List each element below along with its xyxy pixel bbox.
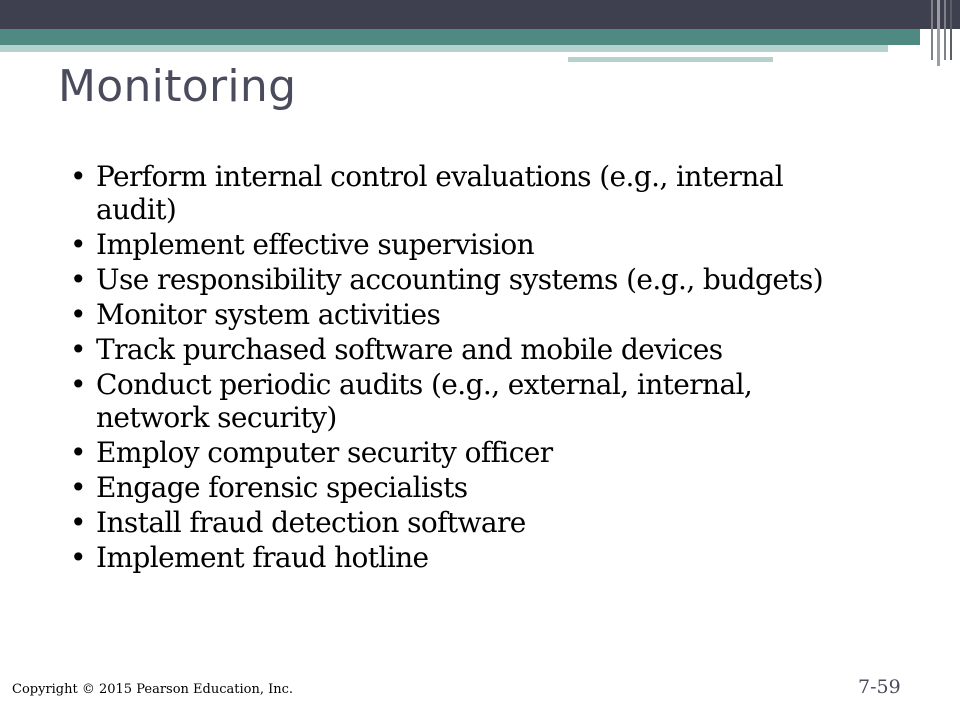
bullet-icon: •: [70, 333, 86, 366]
bullet-text: Track purchased software and mobile devices: [96, 333, 723, 366]
bullet-item: [70, 506, 870, 539]
bullet-item: [70, 541, 870, 574]
bullet-text: Engage forensic specialists: [96, 471, 468, 504]
bullet-text: Implement effective supervision: [96, 228, 535, 261]
bullet-item: [70, 436, 870, 469]
bullet-item: [70, 368, 870, 434]
bullet-item: [70, 160, 870, 226]
bullet-text: Employ computer security officer: [96, 436, 553, 469]
bullet-icon: •: [70, 471, 86, 504]
header-vertical-line: [944, 0, 946, 60]
bullet-icon: •: [70, 160, 86, 193]
header-band-light: [0, 45, 888, 52]
bullet-list: [70, 160, 870, 576]
bullet-item: [70, 263, 870, 296]
bullet-text: Implement fraud hotline: [96, 541, 429, 574]
bullet-item: [70, 298, 870, 331]
bullet-text: Perform internal control evaluations (e.g., internal audit): [96, 160, 784, 226]
bullet-icon: •: [70, 368, 86, 401]
bullet-icon: •: [70, 263, 86, 296]
bullet-item: [70, 228, 870, 261]
header-band-dark: [0, 0, 960, 29]
bullet-icon: •: [70, 298, 86, 331]
bullet-text: Install fraud detection software: [96, 506, 526, 539]
header-vertical-line: [931, 0, 933, 60]
header-band-accent: [568, 57, 773, 62]
bullet-icon: •: [70, 436, 86, 469]
header-band-teal: [0, 29, 920, 45]
bullet-item: [70, 471, 870, 504]
page-number: 7-59: [858, 676, 901, 698]
bullet-text: Monitor system activities: [96, 298, 441, 331]
slide-title: Monitoring: [58, 61, 297, 112]
bullet-text: Use responsibility accounting systems (e.g., budgets): [96, 263, 824, 296]
header-vertical-line: [937, 0, 940, 66]
bullet-icon: •: [70, 541, 86, 574]
bullet-icon: •: [70, 228, 86, 261]
bullet-icon: •: [70, 506, 86, 539]
bullet-item: [70, 333, 870, 366]
copyright-notice: Copyright © 2015 Pearson Education, Inc.: [12, 682, 294, 697]
bullet-text: Conduct periodic audits (e.g., external, internal, network security): [96, 368, 753, 434]
header-vertical-line: [950, 0, 952, 60]
